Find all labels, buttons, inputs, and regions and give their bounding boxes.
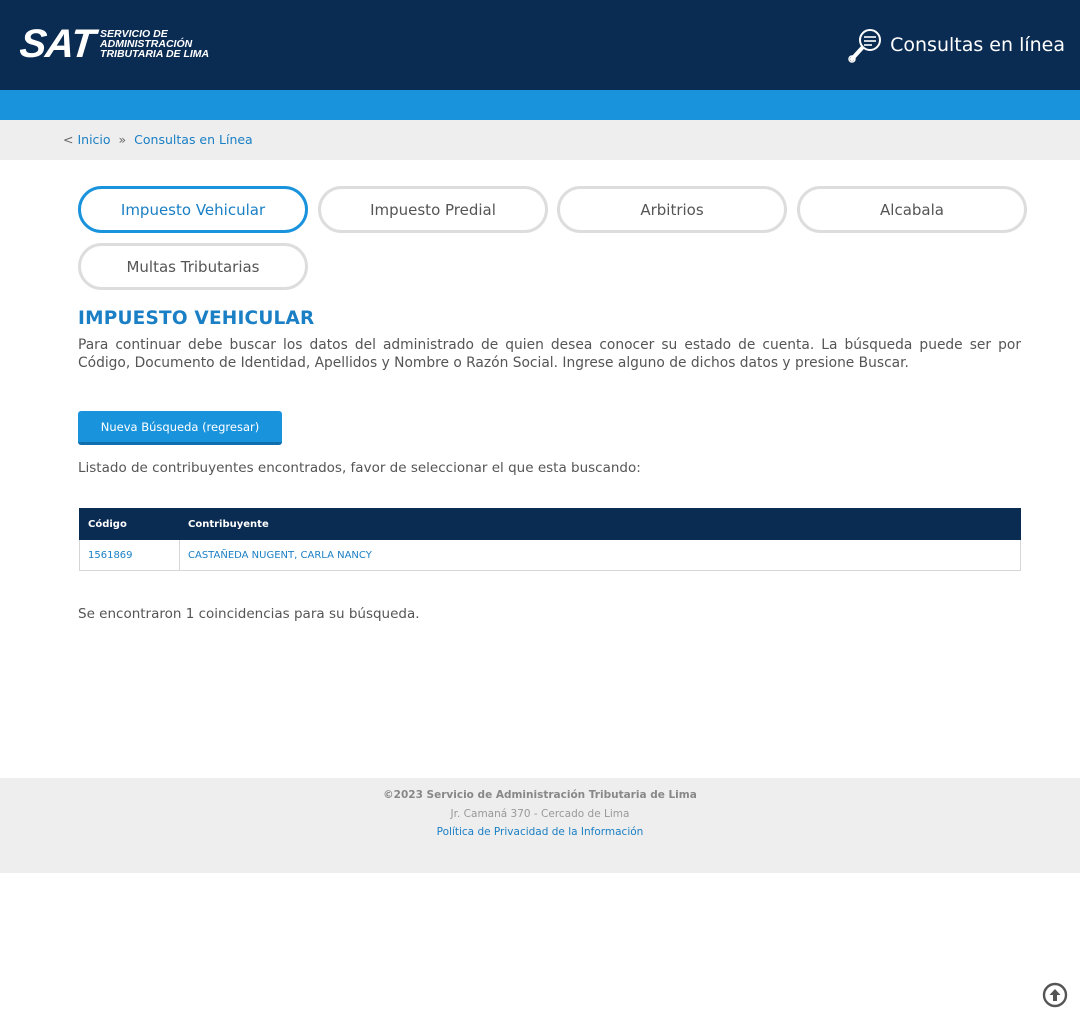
logo-line-2: ADMINISTRACIÓN	[100, 38, 193, 50]
sat-logo[interactable]	[17, 21, 210, 66]
results-count: Se encontraron 1 coincidencias para su búsqueda.	[78, 606, 420, 622]
consultas-en-linea-banner[interactable]	[848, 27, 1065, 63]
cell-contribuyente	[180, 540, 1021, 571]
contribuyente-link[interactable]: CASTAÑEDA NUGENT, CARLA NANCY	[188, 549, 372, 561]
table-row[interactable]	[80, 540, 1021, 571]
table-header-row	[80, 509, 1021, 540]
intro-text: Para continuar debe buscar los datos del administrado de quien desea conocer su estado de cuenta. La búsqueda puede ser por Código, Documento de Identidad, Apellidos y Nombre o Razón Social. Ingrese alguno de dichos datos y presione Buscar.	[78, 337, 1021, 371]
footer-privacy	[0, 826, 1080, 838]
breadcrumb-separator: »	[118, 132, 127, 147]
results-table	[79, 508, 1021, 571]
search-chat-icon	[848, 27, 884, 63]
column-header-contribuyente: Contribuyente	[180, 509, 1021, 540]
footer-copyright: ©2023 Servicio de Administración Tributaria de Lima	[383, 789, 697, 801]
logo-line-3: TRIBUTARIA DE LIMA	[100, 48, 210, 60]
site-header	[0, 0, 1080, 90]
consultas-label: Consultas en línea	[890, 34, 1065, 56]
privacy-policy-link[interactable]: Política de Privacidad de la Información	[436, 826, 644, 838]
codigo-link[interactable]: 1561869	[88, 549, 133, 561]
tab-arbitrios[interactable]: Arbitrios	[557, 186, 787, 233]
breadcrumb-prefix: <	[63, 132, 74, 147]
footer-address: Jr. Camaná 370 - Cercado de Lima	[450, 808, 630, 820]
breadcrumb-home-link[interactable]: Inicio	[77, 132, 111, 147]
site-footer	[0, 778, 1080, 873]
new-search-button[interactable]: Nueva Búsqueda (regresar)	[78, 411, 282, 445]
logo-text	[100, 29, 209, 59]
column-header-codigo: Código	[80, 509, 180, 540]
tab-multas-tributarias[interactable]: Multas Tributarias	[78, 243, 308, 290]
arrow-up-circle-icon[interactable]	[1042, 982, 1068, 1008]
tab-alcabala[interactable]: Alcabala	[797, 186, 1027, 233]
tab-impuesto-predial[interactable]: Impuesto Predial	[318, 186, 548, 233]
accent-bar	[0, 90, 1080, 120]
results-list-label: Listado de contribuyentes encontrados, favor de seleccionar el que esta buscando:	[78, 460, 641, 476]
logo-line-1: SERVICIO DE	[100, 28, 168, 40]
tab-impuesto-vehicular[interactable]: Impuesto Vehicular	[78, 186, 308, 233]
page-title: IMPUESTO VEHICULAR	[78, 308, 315, 329]
breadcrumb-current-link[interactable]: Consultas en Línea	[134, 132, 253, 147]
breadcrumb-trail	[63, 132, 253, 147]
logo-mark: SAT	[17, 21, 97, 66]
breadcrumb	[0, 120, 1080, 160]
cell-codigo	[80, 540, 180, 571]
